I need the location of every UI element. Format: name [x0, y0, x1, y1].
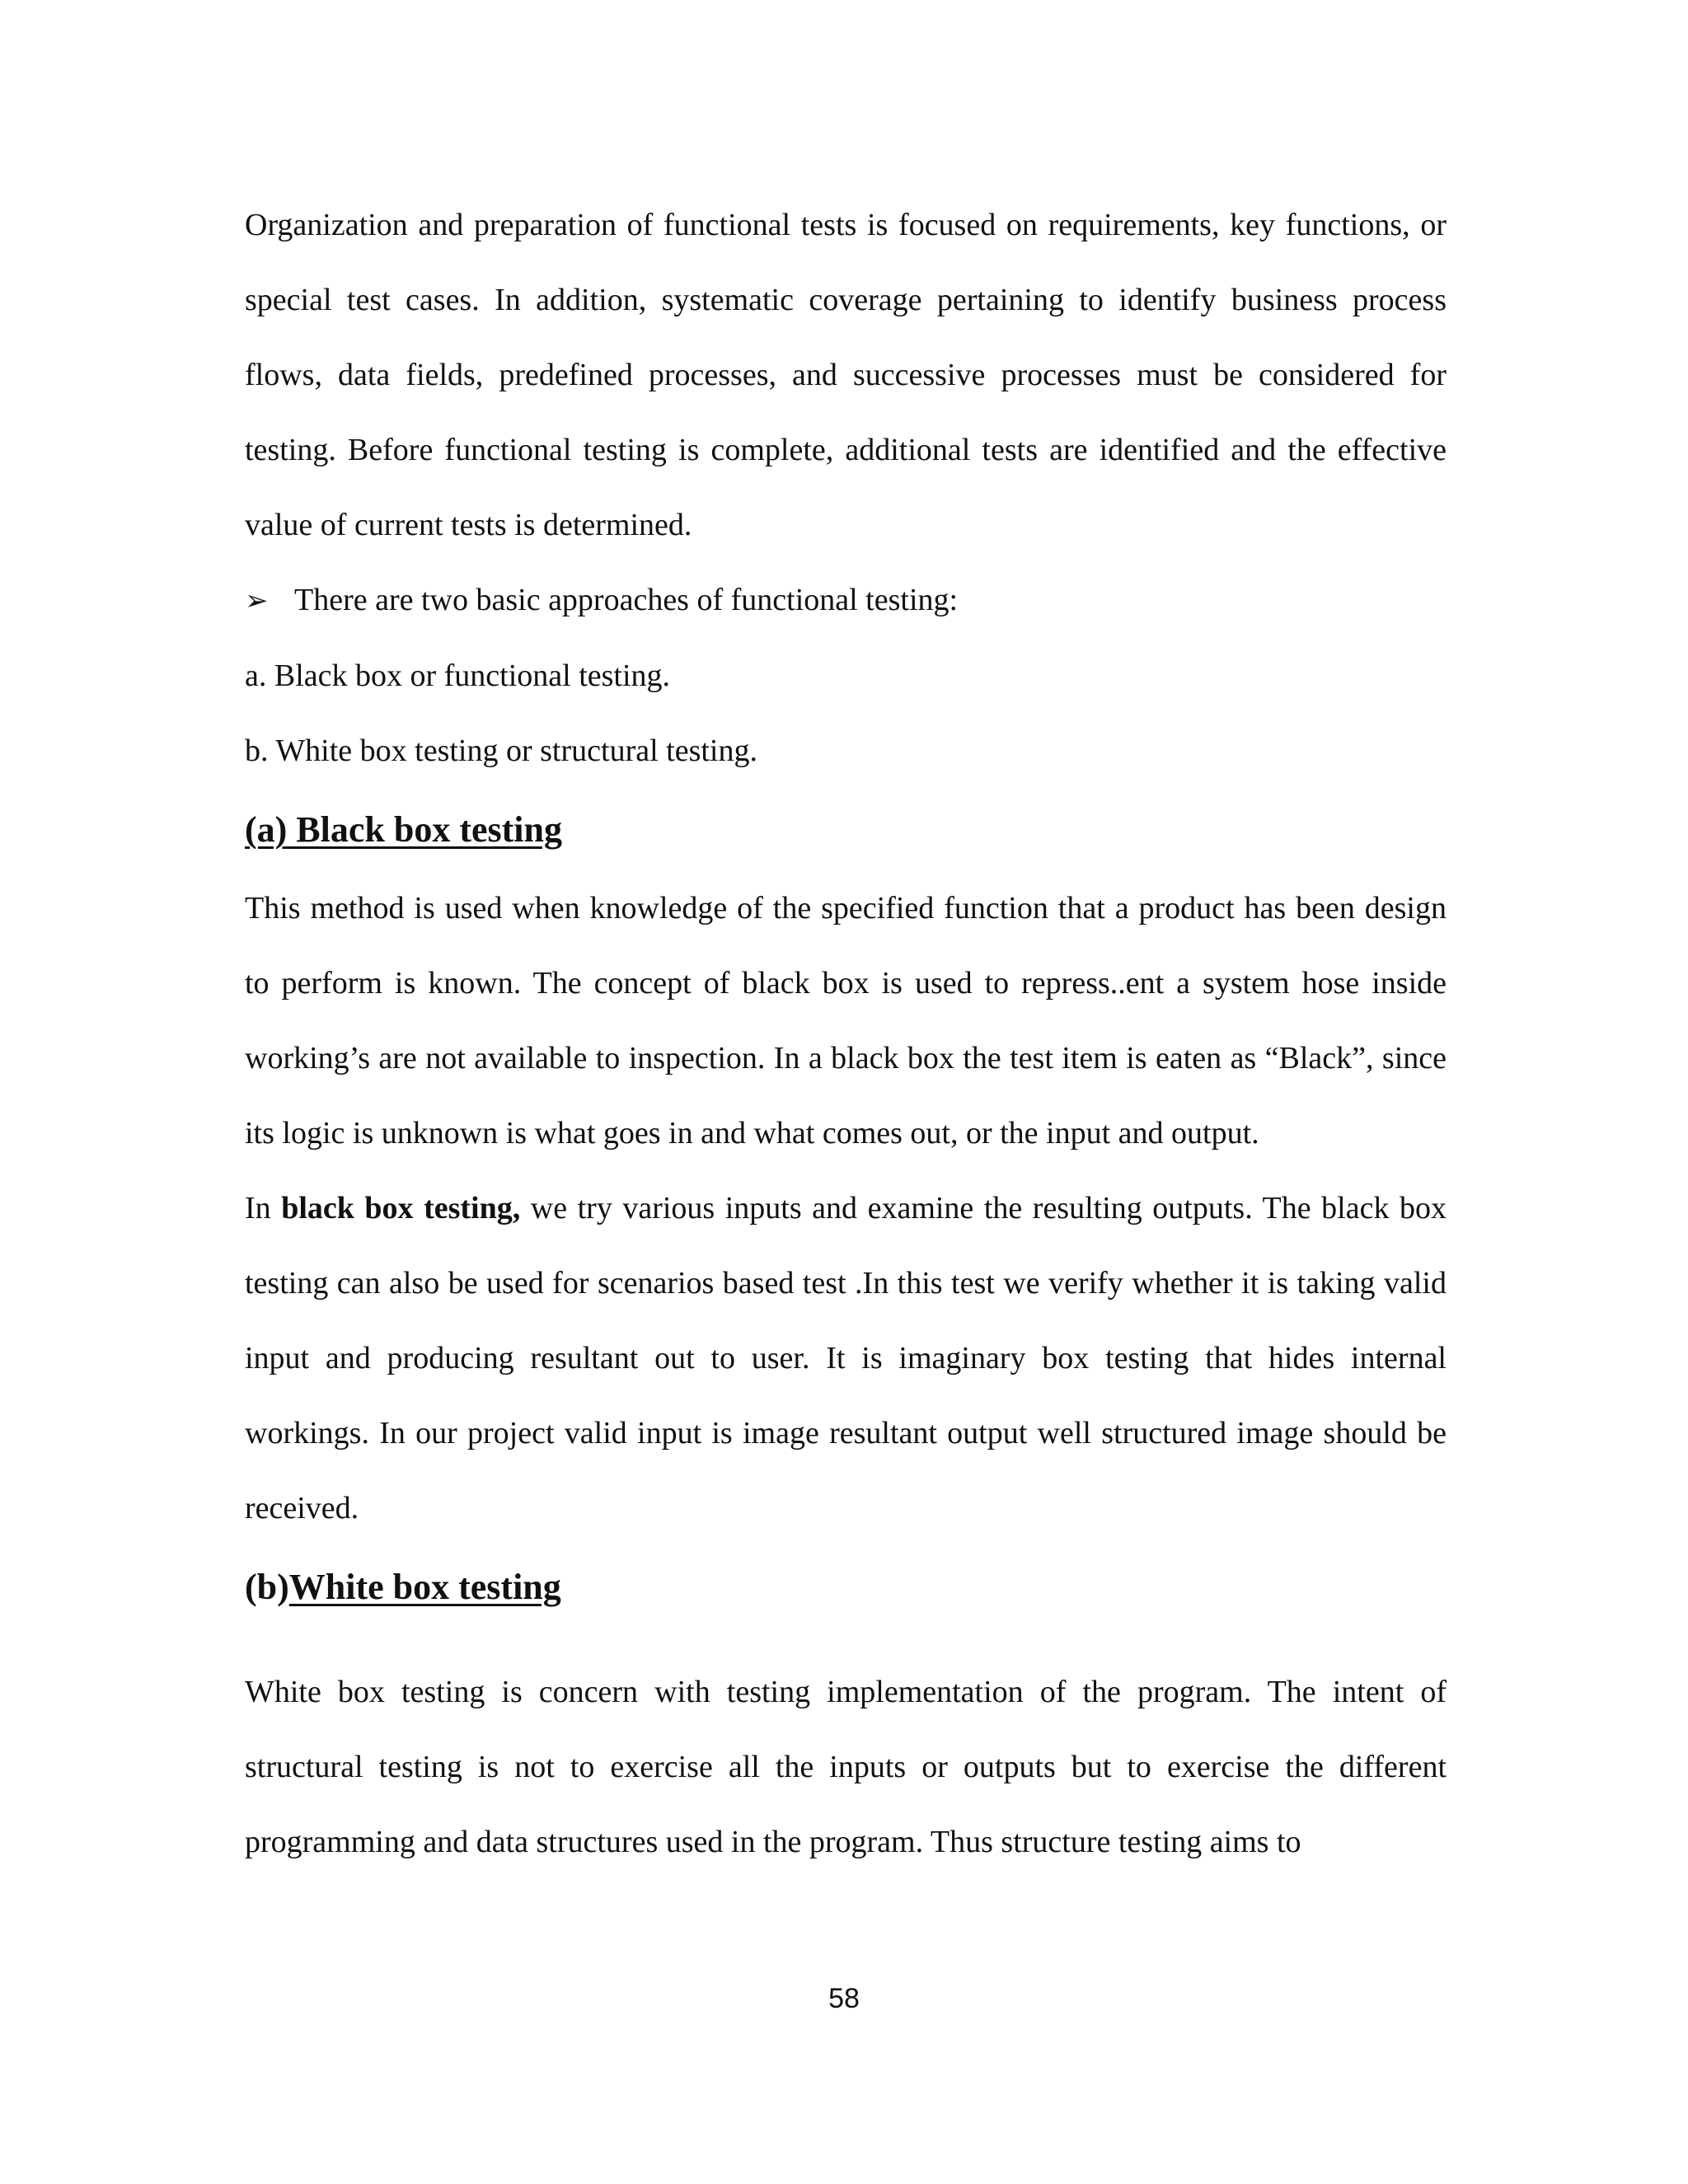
heading-white-box: [245, 1546, 1447, 1629]
white-box-paragraph-1: White box testing is concern with testing implementation of the program. The intent of structural testing is not to exercise all the inputs or outputs but to exercise the different programming and data structures used in the program. Thus structure testing aims to: [245, 1675, 1447, 1859]
page-number: 58: [828, 1983, 860, 2014]
heading-white-box-text: White box testing: [288, 1567, 561, 1607]
intro-paragraph: Organization and preparation of functional tests is focused on requirements, key functions, or special test cases. In addition, systematic coverage pertaining to identify business process flows, data fields, predefined processes, and successive processes must be considered for testing. Before functional testing is complete, additional tests are identified and the effective value of current tests is determined.: [245, 208, 1447, 542]
black-box-paragraph-2: [245, 1171, 1447, 1546]
list-item-a: a. Black box or functional testing.: [245, 658, 671, 693]
bullet-item: [245, 563, 1447, 639]
document-page: [245, 188, 1447, 1880]
black-box-p2-rest: we try various inputs and examine the resulting outputs. The black box testing can also be used for scenarios based test .In this test we verify whether it is taking valid input and producing resultant out to user. It is imaginary box testing that hides internal workings. In our project valid input is image resultant output well structured image should be received.: [245, 1191, 1447, 1526]
list-item-b: b. White box testing or structural testing.: [245, 733, 757, 768]
heading-black-box-text: (a) Black box testing: [245, 809, 562, 850]
arrow-bullet-icon: ➢: [245, 584, 269, 617]
heading-white-box-prefix: (b): [245, 1567, 289, 1607]
black-box-p2-prefix: In: [245, 1191, 282, 1226]
bullet-text: There are two basic approaches of functional testing:: [294, 583, 959, 617]
black-box-p2-bold: black box testing,: [281, 1191, 521, 1226]
heading-black-box: [245, 789, 1447, 871]
black-box-paragraph-1: This method is used when knowledge of the specified function that a product has been design to perform is known. The concept of black box is used to repress..ent a system hose inside working’s are not available to inspection. In a black box the test item is eaten as “Black”, since its logic is unknown is what goes in and what comes out, or the input and output.: [245, 891, 1447, 1151]
spacer: [245, 1629, 1447, 1655]
